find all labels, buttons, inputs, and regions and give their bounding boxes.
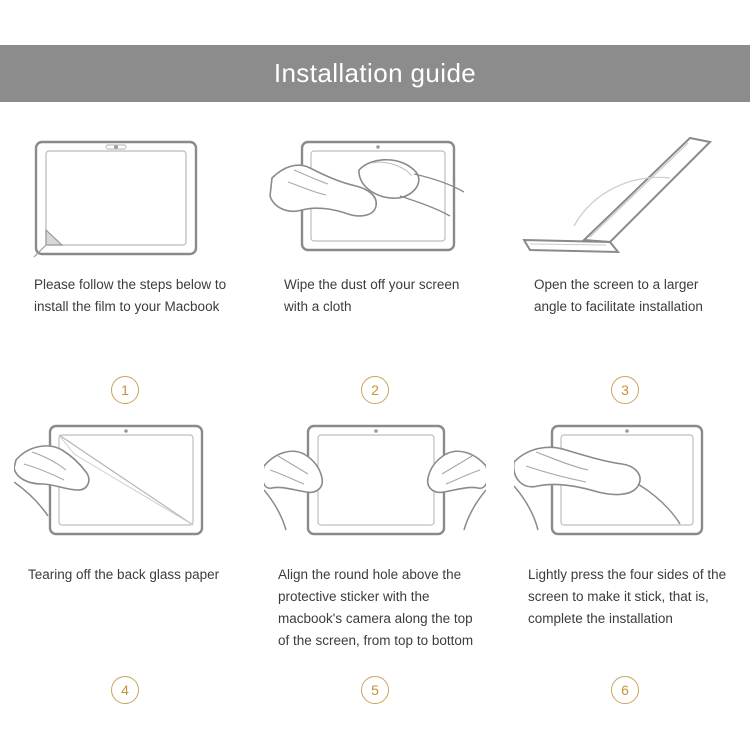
steps-row-2 — [0, 408, 750, 708]
step-caption-1: Please follow the steps below to install the film to your Macbook — [34, 277, 227, 314]
steps-grid — [0, 118, 750, 708]
step-card-1 — [0, 118, 250, 408]
step-number-wrap-6 — [514, 630, 736, 708]
step-number-3: 3 — [611, 376, 639, 404]
hand-tearing-backing-paper-icon — [14, 420, 236, 550]
step-card-5 — [250, 408, 500, 708]
step-card-6 — [500, 408, 750, 708]
step-caption-2: Wipe the dust off your screen with a cloth — [284, 277, 460, 314]
step-number-1: 1 — [111, 376, 139, 404]
step-number-5: 5 — [361, 676, 389, 704]
step-caption-5: Align the round hole above the protective sticker with the macbook's camera along the top of the screen, from top to bottom — [278, 567, 474, 648]
step-caption-6: Lightly press the four sides of the screen to make it stick, that is, complete the installation — [528, 567, 727, 626]
step-number-wrap-1 — [14, 340, 236, 408]
open-laptop-angle-icon — [514, 130, 736, 260]
page-title: Installation guide — [273, 58, 477, 88]
step-card-4 — [0, 408, 250, 708]
hand-pressing-screen-edges-icon — [514, 420, 736, 550]
step-number-wrap-2 — [264, 340, 486, 408]
step-number-wrap-3 — [514, 340, 736, 408]
step-number-2: 2 — [361, 376, 389, 404]
step-card-3 — [500, 118, 750, 408]
step-caption-4: Tearing off the back glass paper — [28, 567, 220, 582]
screen-with-peeling-film-icon — [14, 130, 236, 260]
step-number-wrap-4 — [14, 630, 236, 708]
steps-row-1 — [0, 118, 750, 408]
page-header — [0, 45, 750, 102]
step-caption-3: Open the screen to a larger angle to facilitate installation — [534, 277, 703, 314]
step-number-4: 4 — [111, 676, 139, 704]
two-hands-aligning-film-icon — [264, 420, 486, 550]
hand-wiping-screen-with-cloth-icon — [264, 130, 486, 260]
step-card-2 — [250, 118, 500, 408]
step-number-6: 6 — [611, 676, 639, 704]
step-number-wrap-5 — [264, 652, 486, 708]
